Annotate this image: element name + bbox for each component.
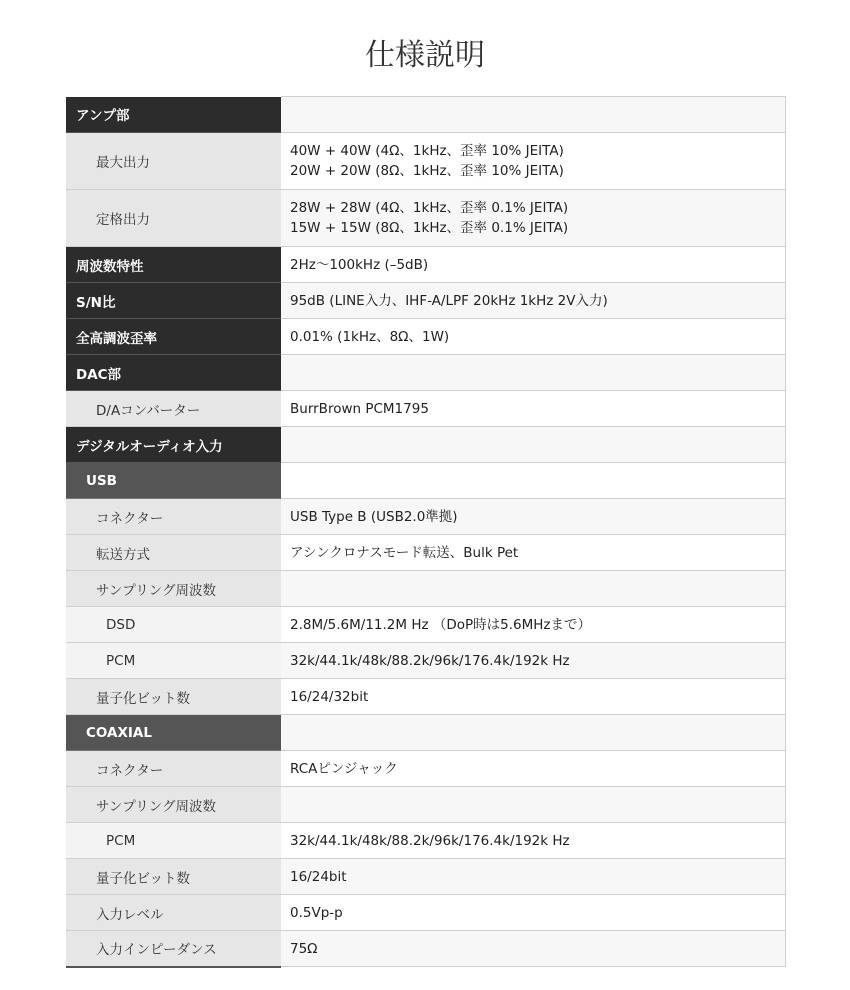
table-row (66, 895, 786, 931)
row-label: DSD (66, 607, 281, 643)
row-value: 40W + 40W (4Ω、1kHz、歪率 10% JEITA) 20W + 20W (8Ω、1kHz、歪率 10% JEITA) (281, 133, 786, 190)
table-row (66, 571, 786, 607)
row-value: 32k/44.1k/48k/88.2k/96k/176.4k/192k Hz (281, 823, 786, 859)
row-value: 28W + 28W (4Ω、1kHz、歪率 0.1% JEITA) 15W + 15W (8Ω、1kHz、歪率 0.1% JEITA) (281, 190, 786, 247)
table-row (66, 715, 786, 751)
row-label: 量子化ビット数 (66, 859, 281, 895)
table-row (66, 463, 786, 499)
row-value: 75Ω (281, 931, 786, 967)
page-title: 仕様説明 (365, 38, 485, 74)
row-label: PCM (66, 823, 281, 859)
subsection-heading-usb: USB (66, 463, 281, 499)
table-row (66, 97, 786, 133)
table-row (66, 823, 786, 859)
row-label: 全高調波歪率 (66, 319, 281, 355)
table-row (66, 247, 786, 283)
row-value (281, 427, 786, 463)
row-value (281, 97, 786, 133)
row-label: S/N比 (66, 283, 281, 319)
row-label: 定格出力 (66, 190, 281, 247)
subsection-heading-coaxial: COAXIAL (66, 715, 281, 751)
row-label: 入力レベル (66, 895, 281, 931)
row-label: サンプリング周波数 (66, 571, 281, 607)
table-row (66, 859, 786, 895)
row-value (281, 463, 786, 499)
table-row (66, 931, 786, 967)
table-row (66, 427, 786, 463)
row-value: 2Hz〜100kHz (–5dB) (281, 247, 786, 283)
row-label: 最大出力 (66, 133, 281, 190)
row-value (281, 355, 786, 391)
row-label: 入力インピーダンス (66, 931, 281, 967)
row-value (281, 571, 786, 607)
row-value: 2.8M/5.6M/11.2M Hz （DoP時は5.6MHzまで） (281, 607, 786, 643)
row-value: 32k/44.1k/48k/88.2k/96k/176.4k/192k Hz (281, 643, 786, 679)
table-row (66, 499, 786, 535)
row-value (281, 715, 786, 751)
table-row (66, 679, 786, 715)
table-row (66, 787, 786, 823)
table-row (66, 391, 786, 427)
row-value (281, 787, 786, 823)
row-label: 周波数特性 (66, 247, 281, 283)
row-value: アシンクロナスモード転送、Bulk Pet (281, 535, 786, 571)
row-label: コネクター (66, 499, 281, 535)
table-row (66, 319, 786, 355)
row-label: 量子化ビット数 (66, 679, 281, 715)
row-label: 転送方式 (66, 535, 281, 571)
row-value: 95dB (LINE入力、IHF-A/LPF 20kHz 1kHz 2V入力) (281, 283, 786, 319)
row-value: 16/24/32bit (281, 679, 786, 715)
table-row (66, 643, 786, 679)
row-value: USB Type B (USB2.0準拠) (281, 499, 786, 535)
row-label: PCM (66, 643, 281, 679)
row-label: D/Aコンバーター (66, 391, 281, 427)
table-row (66, 607, 786, 643)
table-row (66, 535, 786, 571)
row-value: 16/24bit (281, 859, 786, 895)
row-value: 0.5Vp-p (281, 895, 786, 931)
table-row (66, 283, 786, 319)
row-label: サンプリング周波数 (66, 787, 281, 823)
row-value: RCAピンジャック (281, 751, 786, 787)
row-value: BurrBrown PCM1795 (281, 391, 786, 427)
row-label: コネクター (66, 751, 281, 787)
section-heading-dac: DAC部 (66, 355, 281, 391)
table-row (66, 355, 786, 391)
section-heading-digital-input: デジタルオーディオ入力 (66, 427, 281, 463)
table-row (66, 133, 786, 190)
spec-table (66, 96, 786, 968)
table-row (66, 751, 786, 787)
section-heading-amp: アンプ部 (66, 97, 281, 133)
table-row (66, 190, 786, 247)
row-value: 0.01% (1kHz、8Ω、1W) (281, 319, 786, 355)
